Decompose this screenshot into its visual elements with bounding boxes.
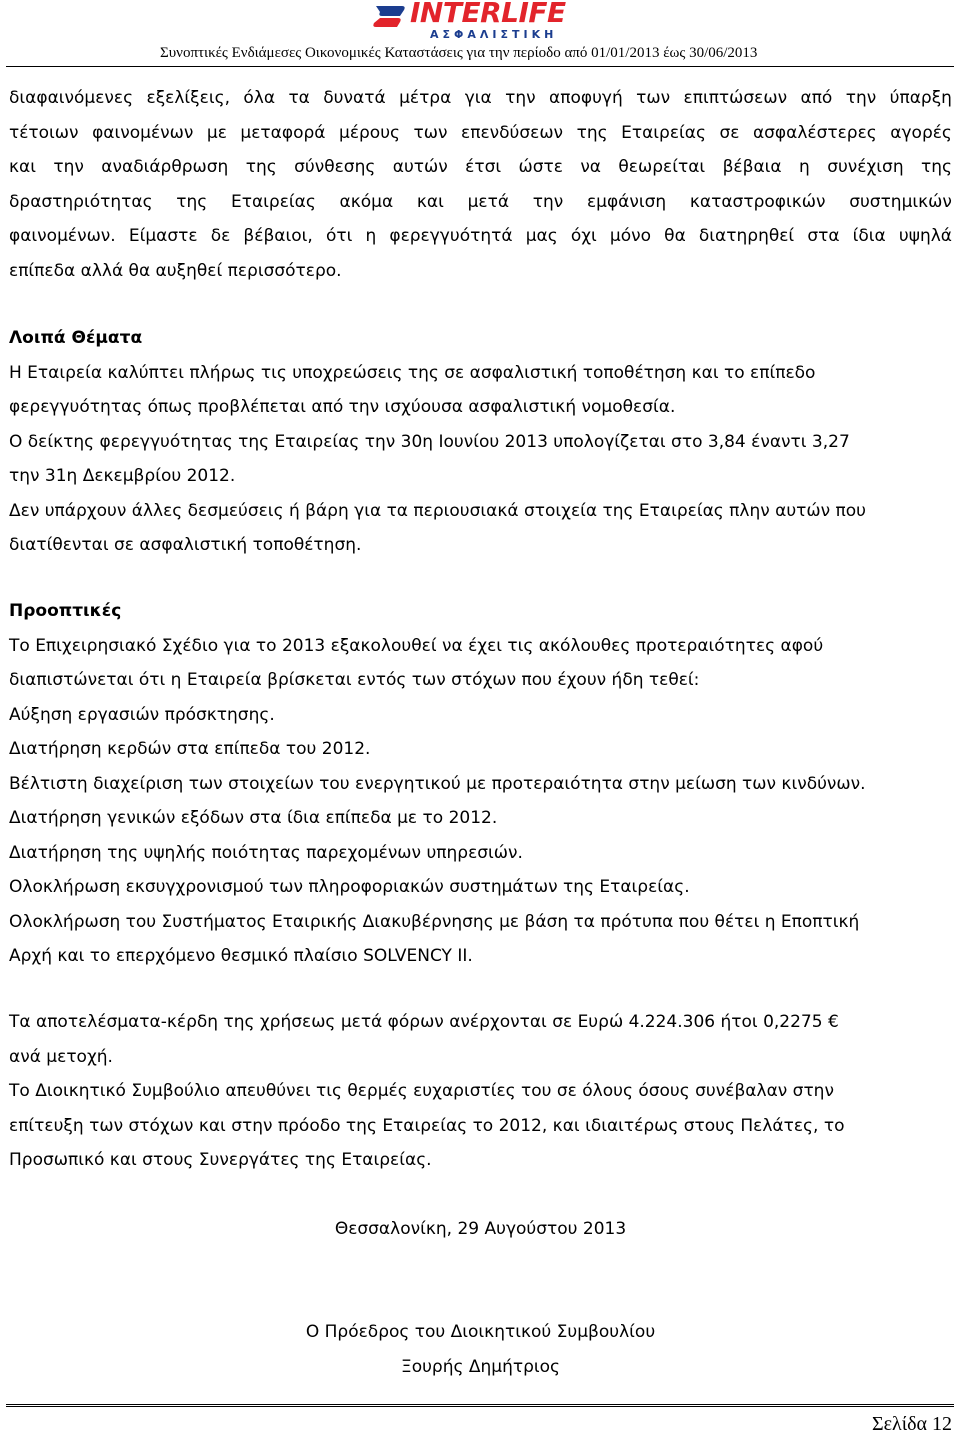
text-line: επίτευξη των στόχων και στην πρόοδο της Εταιρείας το 2012, και ιδιαιτέρως στους Πελάτες, το [9, 1115, 845, 1136]
list-item: Ολοκλήρωση εκσυγχρονισμού των πληροφοριακών συστημάτων της Εταιρείας. [9, 877, 690, 897]
text-line: Η Εταιρεία καλύπτει πλήρως τις υποχρεώσεις της σε ασφαλιστική τοποθέτηση και το επίπεδο [9, 362, 816, 383]
header-divider [6, 66, 954, 67]
section-heading: Προοπτικές [9, 601, 122, 621]
logo-text: INTERLIFE [410, 0, 566, 29]
page-header [0, 0, 960, 70]
results-section [9, 1005, 952, 1178]
signature-block [9, 1315, 952, 1384]
header-subtitle: Συνοπτικές Ενδιάμεσες Οικονομικές Καταστάσεις για την περίοδο από 01/01/2013 έως 30/06/2013 [160, 45, 758, 61]
other-matters-section [9, 321, 952, 563]
place-date-text: Θεσσαλονίκη, 29 Αυγούστου 2013 [334, 1219, 627, 1239]
prospects-section [9, 594, 952, 974]
text-line: Δεν υπάρχουν άλλες δεσμεύσεις ή βάρη για τα περιουσιακά στοιχεία της Εταιρείας πλην αυτών που [9, 500, 867, 521]
list-item: Αρχή και το επερχόμενο θεσμικό πλαίσιο SOLVENCY II. [9, 946, 473, 966]
text-line: διαπιστώνεται ότι η Εταιρεία βρίσκεται εντός των στόχων που έχουν ήδη τεθεί: [9, 670, 700, 690]
footer-divider [6, 1406, 954, 1407]
list-item: Διατήρηση της υψηλής ποιότητας παρεχομένων υπηρεσιών. [9, 842, 523, 863]
text-line: διατίθενται σε ασφαλιστική τοποθέτηση. [9, 535, 362, 555]
text-line: επίπεδα αλλά θα αυξηθεί περισσότερο. [9, 260, 342, 281]
list-item: Αύξηση εργασιών πρόσκτησης. [9, 704, 275, 725]
intro-paragraph [9, 81, 952, 288]
text-line: Το Διοικητικό Συμβούλιο απευθύνει τις θερμές ευχαριστίες του σε όλους όσους συνέβαλαν στην [9, 1081, 834, 1101]
text-line: δραστηριότητας της Εταιρείας ακόμα και μετά την εμφάνιση καταστροφικών συστημικών [9, 191, 952, 212]
list-item: Βέλτιστη διαχείριση των στοιχείων του ενεργητικού με προτεραιότητα στην μείωση των κινδύνων. [9, 773, 866, 794]
text-line: φαινομένων. Είμαστε δε βέβαιοι, ότι η φερεγγυότητά μας όχι μόνο θα διατηρηθεί στα ίδια υψηλά [9, 226, 952, 246]
footer-divider [6, 1404, 954, 1405]
text-line: Προσωπικό και στους Συνεργάτες της Εταιρείας. [9, 1150, 432, 1170]
place-date [9, 1212, 952, 1247]
logo-subtext: ΑΣΦΑΛΙΣΤΙΚΗ [430, 28, 558, 41]
list-item: Ολοκλήρωση του Συστήματος Εταιρικής Διακυβέρνησης με βάση τα πρότυπα που θέτει η Εποπτική [9, 911, 860, 932]
signatory-title: Ο Πρόεδρος του Διοικητικού Συμβουλίου [305, 1322, 656, 1342]
logo-mark-icon [372, 2, 408, 30]
text-line: Το Επιχειρησιακό Σχέδιο για το 2013 εξακολουθεί να έχει τις ακόλουθες προτεραιότητες αφού [9, 635, 824, 656]
text-line: Ο δείκτης φερεγγυότητας της Εταιρείας την 30η Ιουνίου 2013 υπολογίζεται στο 3,84 έναντι 3,27 [9, 431, 850, 452]
page-number: Σελίδα 12 [871, 1413, 952, 1435]
section-heading: Λοιπά Θέματα [9, 328, 143, 348]
text-line: Τα αποτελέσματα-κέρδη της χρήσεως μετά φόρων ανέρχονται σε Ευρώ 4.224.306 ήτοι 0,2275 € [9, 1012, 839, 1032]
text-line: και την αναδιάρθρωση της σύνθεσης αυτών έτσι ώστε να θεωρείται βέβαια η συνέχιση της [9, 157, 952, 177]
company-logo [372, 0, 592, 40]
list-item: Διατήρηση γενικών εξόδων στα ίδια επίπεδα με το 2012. [9, 808, 498, 828]
list-item: Διατήρηση κερδών στα επίπεδα του 2012. [9, 739, 371, 759]
text-line: την 31η Δεκεμβρίου 2012. [9, 466, 236, 486]
text-line: φερεγγυότητας όπως προβλέπεται από την ισχύουσα ασφαλιστική νομοθεσία. [9, 397, 676, 417]
text-line: ανά μετοχή. [9, 1046, 113, 1067]
text-line: τέτοιων φαινομένων με μεταφορά μέρους των επενδύσεων της Εταιρείας σε ασφαλέστερες αγορές [9, 122, 952, 143]
text-line: διαφαινόμενες εξελίξεις, όλα τα δυνατά μέτρα για την αποφυγή των επιπτώσεων από την ύπαρξη [9, 88, 952, 108]
signatory-name: Ξουρής Δημήτριος [400, 1356, 561, 1377]
